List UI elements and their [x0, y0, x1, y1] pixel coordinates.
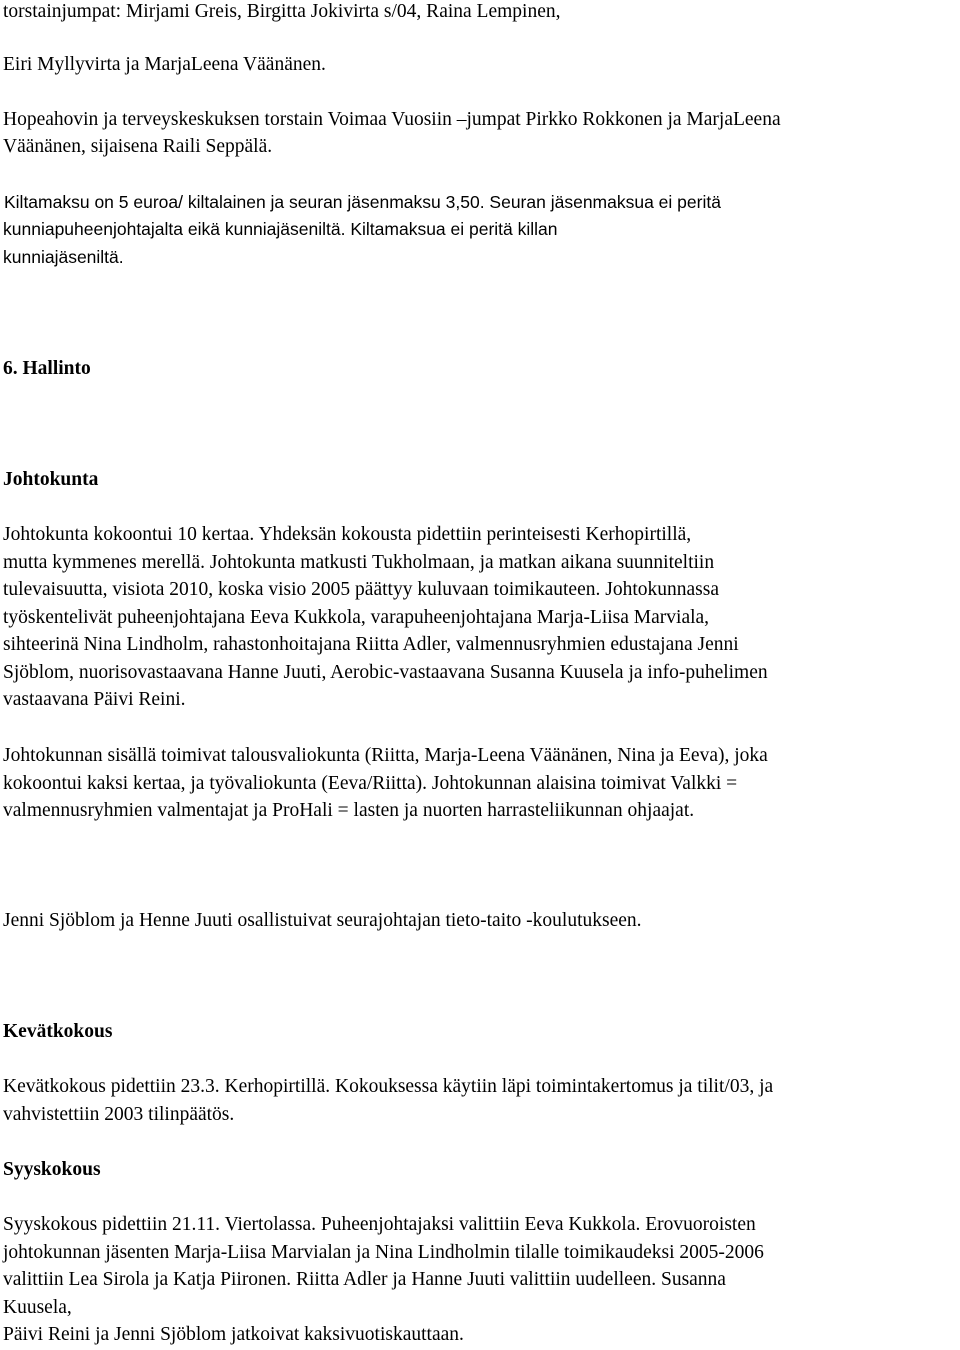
paragraph-line: vahvistettiin 2003 tilinpäätös. — [3, 1104, 235, 1125]
subsection-heading-syyskokous: Syyskokous — [3, 1159, 101, 1180]
paragraph-line: tulevaisuutta, visiota 2010, koska visio 2005 päättyy kuluvaan toimikauteen. Johtokunnassa — [3, 579, 719, 600]
paragraph-line: Päivi Reini ja Jenni Sjöblom jatkoivat kaksivuotiskauttaan. — [3, 1324, 464, 1345]
paragraph-line: torstainjumpat: Mirjami Greis, Birgitta Jokivirta s/04, Raina Lempinen, — [3, 1, 561, 22]
paragraph-line: vastaavana Päivi Reini. — [3, 689, 186, 710]
paragraph-line: työskentelivät puheenjohtajana Eeva Kukkola, varapuheenjohtajana Marja-Liisa Marviala, — [3, 607, 710, 628]
paragraph-line: valmennusryhmien valmentajat ja ProHali = lasten ja nuorten harrasteliikunnan ohjaajat. — [3, 800, 695, 821]
paragraph-line: Kiltamaksu on 5 euroa/ kiltalainen ja seuran jäsenmaksu 3,50. Seuran jäsenmaksua ei peritä — [4, 192, 721, 212]
paragraph-line: Kuusela, — [3, 1297, 72, 1318]
paragraph-line: kunniapuheenjohtajalta eikä kunniajäseniltä. Kiltamaksua ei peritä killan — [3, 219, 558, 239]
paragraph-line: valittiin Lea Sirola ja Katja Piironen. Riitta Adler ja Hanne Juuti valittiin uudelleen. Susanna — [3, 1269, 726, 1290]
paragraph-line: Johtokunta kokoontui 10 kertaa. Yhdeksän kokousta pidettiin perinteisesti Kerhopirtillä, — [3, 524, 692, 545]
paragraph-line: Hopeahovin ja terveyskeskuksen torstain Voimaa Vuosiin –jumpat Pirkko Rokkonen ja MarjaLeena — [3, 109, 781, 130]
paragraph-line: mutta kymmenes merellä. Johtokunta matkusti Tukholmaan, ja matkan aikana suunniteltiin — [3, 552, 715, 573]
section-heading: 6. Hallinto — [3, 358, 91, 379]
paragraph-line: sihteerinä Nina Lindholm, rahastonhoitajana Riitta Adler, valmennusryhmien edustajana Jenni — [3, 634, 739, 655]
paragraph-line: Syyskokous pidettiin 21.11. Viertolassa. Puheenjohtajaksi valittiin Eeva Kukkola. Erovuoroisten — [3, 1214, 756, 1235]
paragraph-line: Sjöblom, nuorisovastaavana Hanne Juuti, Aerobic-vastaavana Susanna Kuusela ja info-puhelimen — [3, 662, 768, 683]
paragraph-line: Kevätkokous pidettiin 23.3. Kerhopirtillä. Kokouksessa käytiin läpi toimintakertomus ja tilit/03, ja — [3, 1076, 774, 1097]
paragraph-line: johtokunnan jäsenten Marja-Liisa Marvialan ja Nina Lindholmin tilalle toimikaudeksi 2005-2006 — [3, 1242, 764, 1263]
subsection-heading-kevatkokous: Kevätkokous — [3, 1021, 113, 1042]
paragraph-line: Jenni Sjöblom ja Henne Juuti osallistuivat seurajohtajan tieto-taito -koulutukseen. — [3, 910, 642, 931]
paragraph-line: kokoontui kaksi kertaa, ja työvaliokunta (Eeva/Riitta). Johtokunnan alaisina toimivat Valkki = — [3, 773, 738, 794]
paragraph-line: kunniajäseniltä. — [3, 247, 124, 267]
paragraph-line: Eiri Myllyvirta ja MarjaLeena Väänänen. — [3, 54, 326, 75]
paragraph-line: Väänänen, sijaisena Raili Seppälä. — [3, 136, 273, 157]
subsection-heading-johtokunta: Johtokunta — [3, 469, 99, 490]
paragraph-line: Johtokunnan sisällä toimivat talousvaliokunta (Riitta, Marja-Leena Väänänen, Nina ja Eeva), joka — [3, 745, 768, 766]
